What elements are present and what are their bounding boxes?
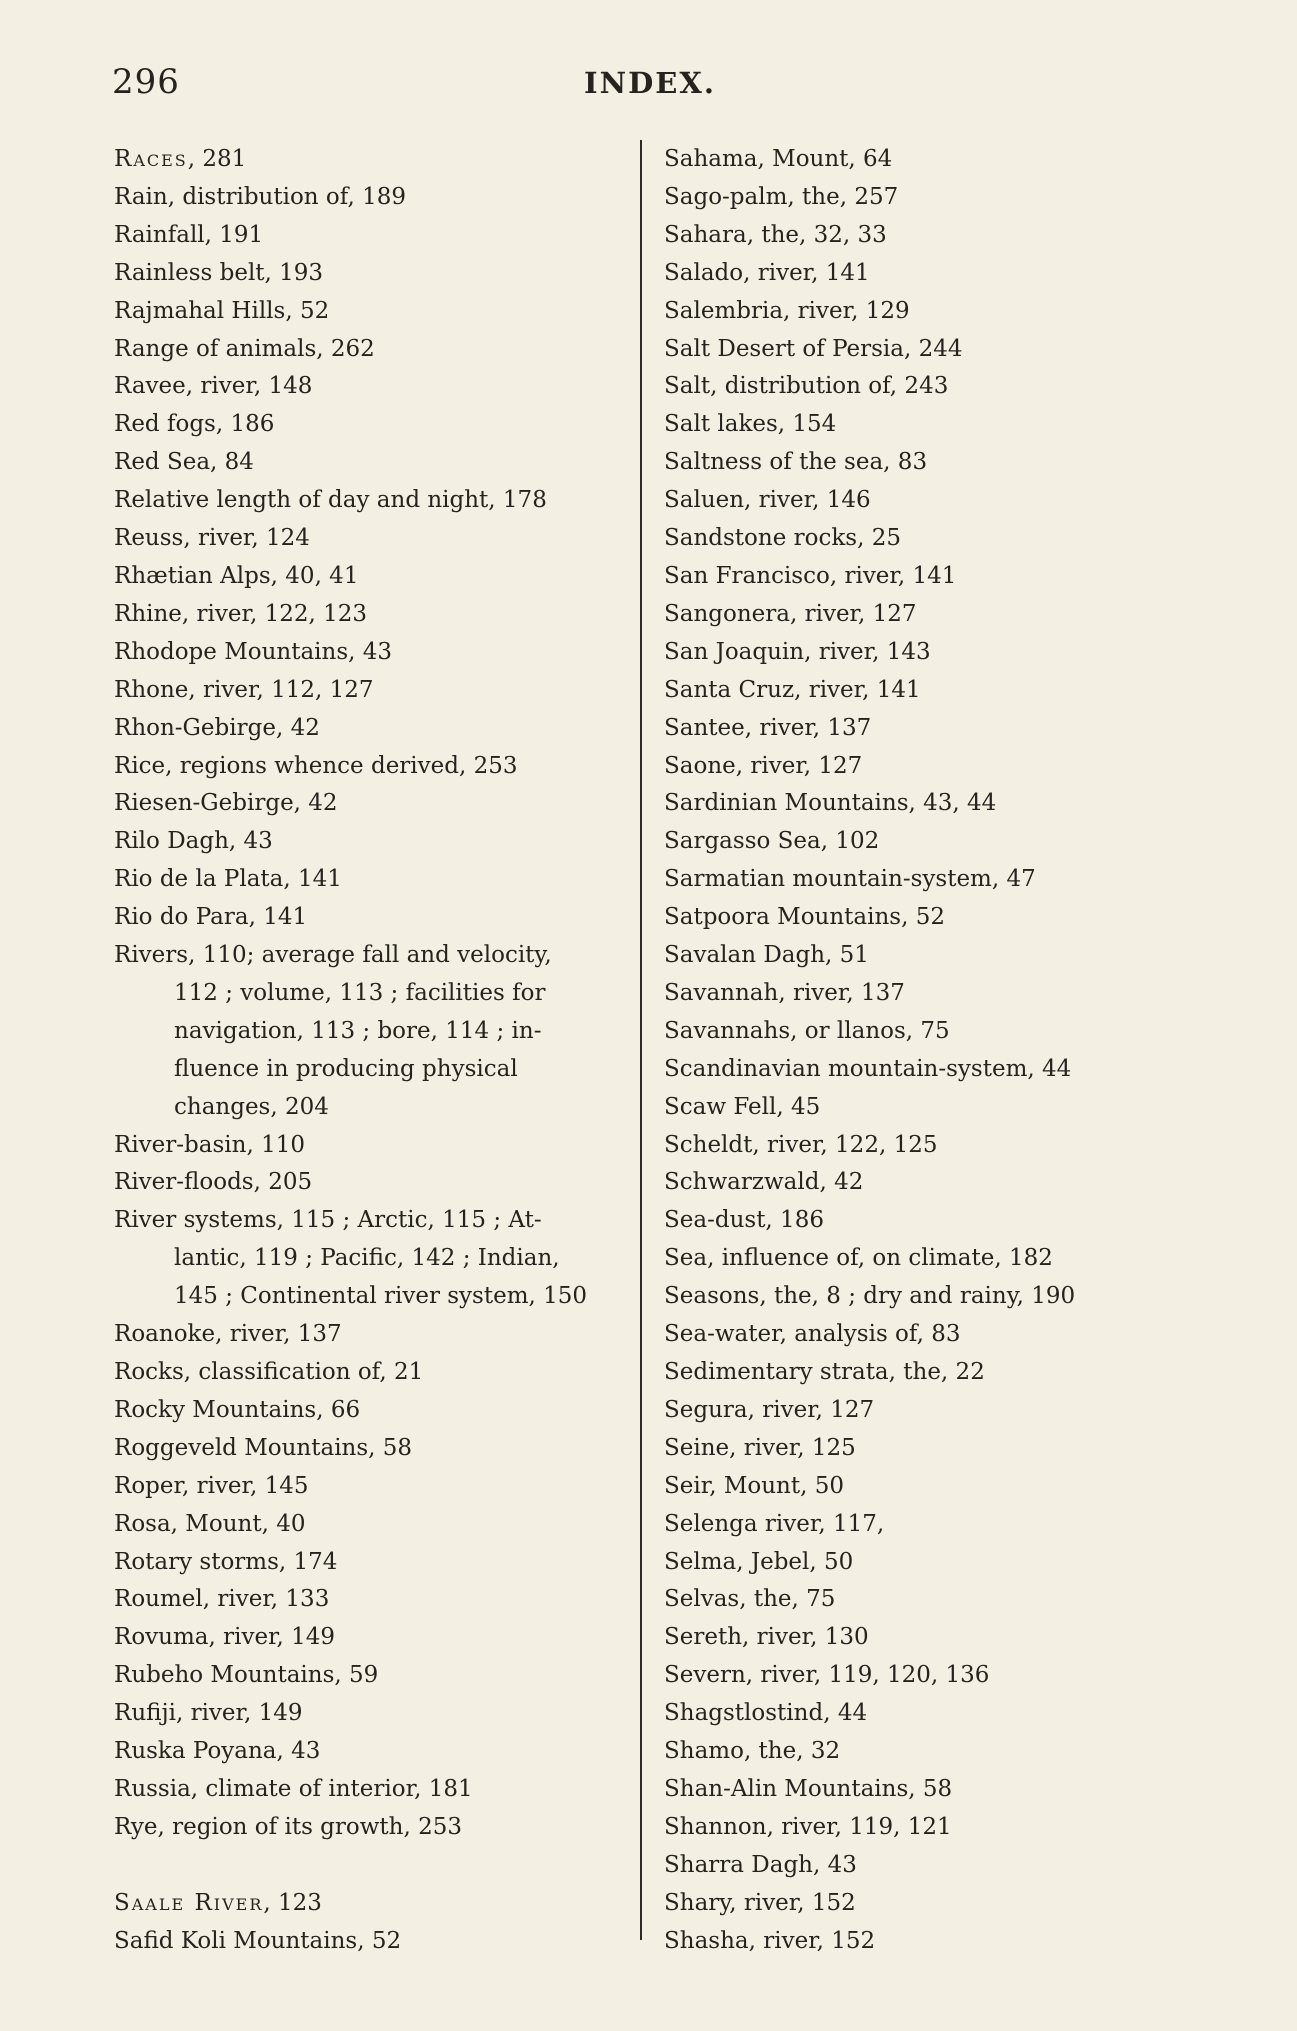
index-entry: River-floods, 205 — [114, 1169, 313, 1196]
index-entry: Rhodope Mountains, 43 — [114, 638, 393, 665]
column-divider — [640, 140, 642, 1940]
s-entries-list — [664, 141, 1164, 1961]
index-entry-line: Rivers, 110; average fall and velocity, — [114, 942, 552, 969]
index-entry: Range of animals, 262 — [114, 335, 375, 362]
index-entry: Sharra Dagh, 43 — [664, 1851, 857, 1878]
index-entry: Savalan Dagh, 51 — [664, 942, 869, 969]
index-entry-line: River systems, 115 ; Arctic, 115 ; At- — [114, 1207, 542, 1234]
index-entry: Red fogs, 186 — [114, 411, 275, 438]
index-entry: Sereth, river, 130 — [664, 1624, 869, 1651]
r-entries-group-1 — [114, 141, 619, 937]
index-entry: Ruska Poyana, 43 — [114, 1738, 321, 1765]
index-entry: Rio de la Plata, 141 — [114, 866, 342, 893]
index-entry: Salt Desert of Persia, 244 — [664, 335, 963, 362]
index-entry: Seir, Mount, 50 — [664, 1472, 844, 1499]
index-entry: Shary, river, 152 — [664, 1889, 856, 1916]
index-entry: Sangonera, river, 127 — [664, 600, 917, 627]
index-entry: Savannah, river, 137 — [664, 979, 905, 1006]
index-entry-continuation: changes, 204 — [174, 1093, 329, 1120]
index-entry: Rainfall, 191 — [114, 221, 264, 248]
index-entry: Rocks, classification of, 21 — [114, 1359, 424, 1385]
index-entry: Rhone, river, 112, 127 — [114, 676, 374, 703]
index-entry: Riesen-Gebirge, 42 — [114, 790, 338, 817]
index-entry: Seasons, the, 8 ; dry and rainy, 190 — [664, 1283, 1076, 1310]
index-entry: Salado, river, 141 — [664, 259, 870, 286]
index-entry: Sarmatian mountain-system, 47 — [664, 866, 1036, 893]
index-entry: Sago-palm, the, 257 — [664, 183, 899, 210]
index-entry: Saone, river, 127 — [664, 752, 863, 779]
index-entry: Salt, distribution of, 243 — [664, 373, 949, 400]
index-entry: Shannon, river, 119, 121 — [664, 1813, 952, 1840]
index-entry-continuation: fluence in producing physical — [174, 1055, 518, 1082]
index-entry: Rio do Para, 141 — [114, 904, 308, 931]
r-entries-group-2 — [114, 1127, 619, 1203]
index-entry: Sea-water, analysis of, 83 — [664, 1321, 961, 1348]
index-entry: Saltness of the sea, 83 — [664, 449, 928, 476]
index-entry: Sargasso Sea, 102 — [664, 828, 880, 855]
index-entry: Sardinian Mountains, 43, 44 — [664, 790, 997, 817]
index-entry-continuation: 112 ; volume, 113 ; facilities for — [174, 979, 546, 1006]
index-entry: Safid Koli Mountains, 52 — [114, 1927, 402, 1954]
index-entry: Scaw Fell, 45 — [664, 1093, 821, 1120]
index-entry: Roumel, river, 133 — [114, 1586, 330, 1613]
index-entry: Rain, distribution of, 189 — [114, 183, 406, 210]
index-entry: Ravee, river, 148 — [114, 373, 313, 400]
index-entry: Roper, river, 145 — [114, 1472, 309, 1499]
index-entry: Relative length of day and night, 178 — [114, 487, 547, 514]
index-entry: Scandinavian mountain-system, 44 — [664, 1055, 1072, 1082]
index-entry: Rye, region of its growth, 253 — [114, 1813, 463, 1840]
index-entry: Rainless belt, 193 — [114, 259, 324, 286]
index-entry: Severn, river, 119, 120, 136 — [664, 1662, 990, 1689]
index-entry: Rhon-Gebirge, 42 — [114, 714, 320, 741]
r-entries-group-3 — [114, 1316, 619, 1847]
index-entry: Sea, influence of, on climate, 182 — [664, 1245, 1053, 1272]
index-entry: Sandstone rocks, 25 — [664, 525, 901, 552]
index-entry: Rhætian Alps, 40, 41 — [114, 562, 359, 589]
index-entry: Saluen, river, 146 — [664, 487, 871, 514]
running-head-title: INDEX. — [584, 66, 716, 100]
index-entry-rivers — [114, 937, 619, 1127]
index-entry: Roggeveld Mountains, 58 — [114, 1434, 413, 1461]
index-entry: Shasha, river, 152 — [664, 1927, 876, 1954]
index-entry: Roanoke, river, 137 — [114, 1321, 342, 1348]
index-entry: Satpoora Mountains, 52 — [664, 904, 945, 931]
index-entry: Russia, climate of interior, 181 — [114, 1775, 473, 1802]
index-entry: Races, 281 — [114, 146, 247, 172]
index-entry: Sedimentary strata, the, 22 — [664, 1359, 985, 1385]
index-entry: Selma, Jebel, 50 — [664, 1548, 854, 1575]
section-gap — [114, 1847, 619, 1885]
index-entry: Savannahs, or llanos, 75 — [664, 1017, 950, 1044]
right-index-column — [664, 141, 1164, 1961]
index-entry: Saale River, 123 — [114, 1889, 322, 1916]
index-entry: Schwarzwald, 42 — [664, 1169, 864, 1196]
index-entry: Sahama, Mount, 64 — [664, 146, 893, 172]
index-entry: Shagstlostind, 44 — [664, 1700, 868, 1727]
index-entry: Rosa, Mount, 40 — [114, 1510, 306, 1537]
index-entry: San Joaquin, river, 143 — [664, 638, 931, 665]
index-entry: Shamo, the, 32 — [664, 1738, 841, 1765]
s-entries-group — [114, 1885, 619, 1961]
index-entry: Scheldt, river, 122, 125 — [664, 1131, 938, 1158]
index-entry: San Francisco, river, 141 — [664, 562, 957, 589]
index-entry: Rubeho Mountains, 59 — [114, 1662, 379, 1689]
index-entry: Selenga river, 117, — [664, 1510, 885, 1537]
index-entry: Rocky Mountains, 66 — [114, 1396, 361, 1423]
index-entry: Red Sea, 84 — [114, 449, 254, 476]
index-entry: Rovuma, river, 149 — [114, 1624, 336, 1651]
index-entry: Selvas, the, 75 — [664, 1586, 836, 1613]
index-entry: Rhine, river, 122, 123 — [114, 600, 367, 627]
index-entry: Sea-dust, 186 — [664, 1207, 824, 1234]
index-entry: Sahara, the, 32, 33 — [664, 221, 887, 248]
index-entry-continuation: 145 ; Continental river system, 150 — [174, 1283, 588, 1310]
index-entry: Rice, regions whence derived, 253 — [114, 752, 518, 779]
index-entry-continuation: lantic, 119 ; Pacific, 142 ; Indian, — [174, 1245, 560, 1272]
left-index-column — [114, 141, 619, 1960]
index-entry: Rufiji, river, 149 — [114, 1700, 303, 1727]
index-entry: Santee, river, 137 — [664, 714, 872, 741]
index-entry: Rotary storms, 174 — [114, 1548, 338, 1575]
index-entry: Reuss, river, 124 — [114, 525, 310, 552]
index-entry: Seine, river, 125 — [664, 1434, 856, 1461]
page-number: 296 — [112, 62, 180, 102]
index-entry: Santa Cruz, river, 141 — [664, 676, 921, 703]
index-entry: Rajmahal Hills, 52 — [114, 297, 330, 324]
index-entry: Shan-Alin Mountains, 58 — [664, 1775, 953, 1802]
index-entry: Segura, river, 127 — [664, 1396, 875, 1423]
index-entry: Salembria, river, 129 — [664, 297, 910, 324]
index-entry-river-systems — [114, 1202, 619, 1316]
index-entry-continuation: navigation, 113 ; bore, 114 ; in- — [174, 1017, 542, 1044]
index-entry: Rilo Dagh, 43 — [114, 828, 273, 855]
index-entry: Salt lakes, 154 — [664, 411, 837, 438]
index-entry: River-basin, 110 — [114, 1131, 305, 1158]
